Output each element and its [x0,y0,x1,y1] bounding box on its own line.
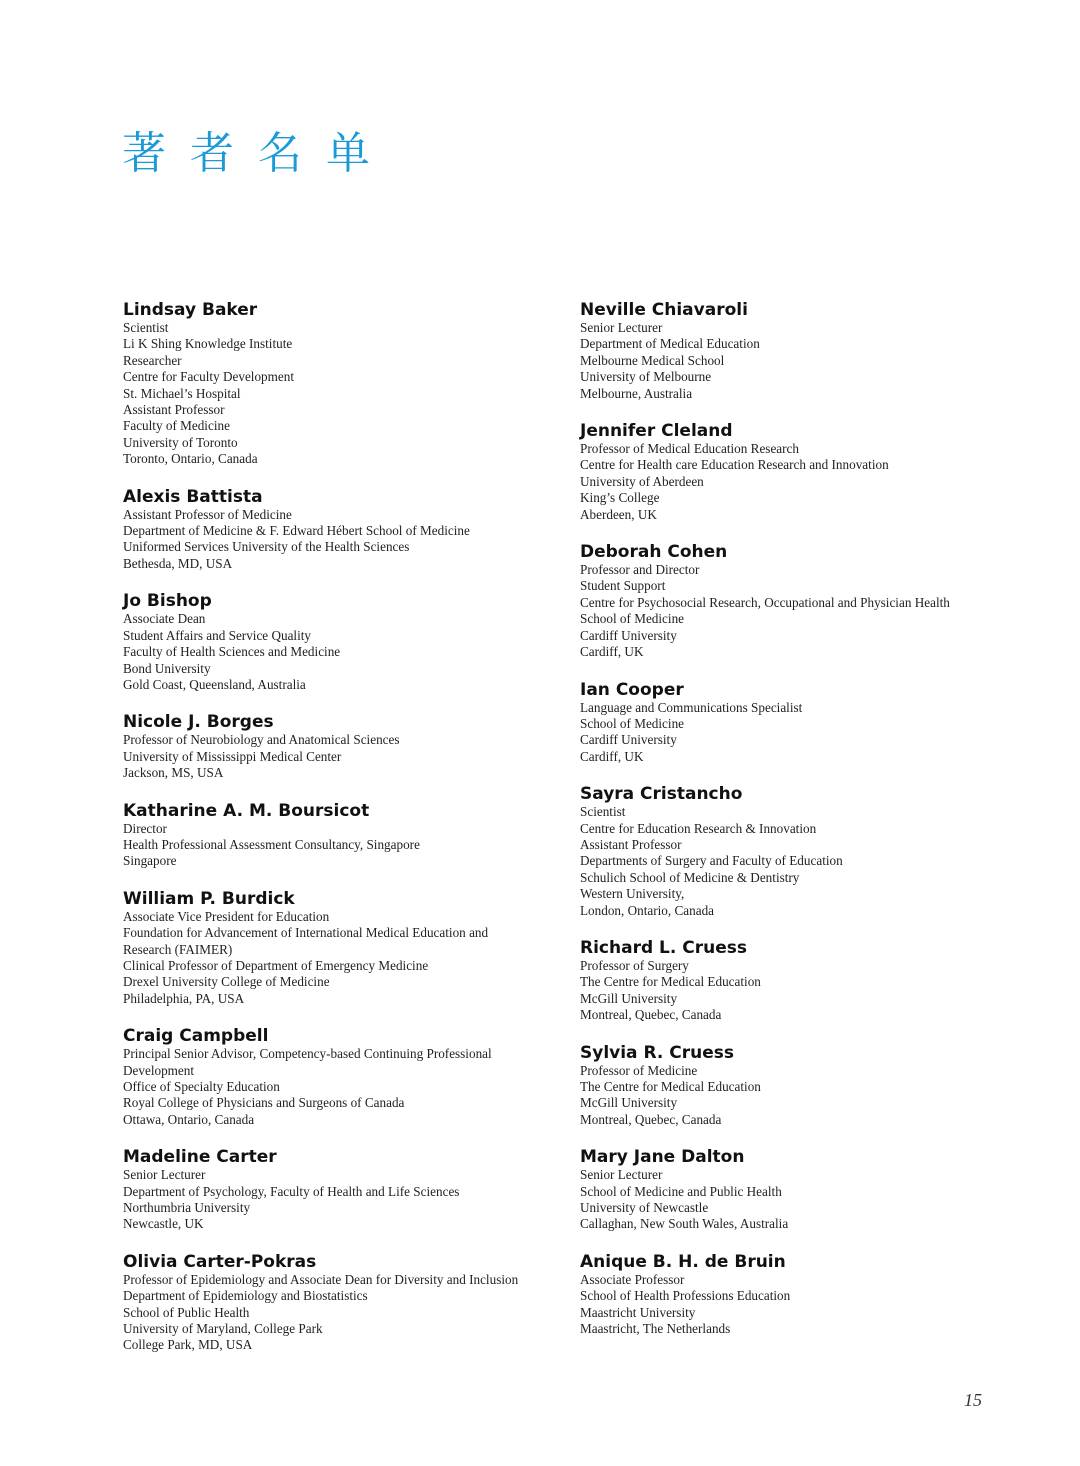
affiliation-line: Foundation for Advancement of International Medical Education and [123,925,489,941]
affiliation-line: Assistant Professor [123,402,225,418]
author-name: Sylvia R. Cruess [580,1042,734,1063]
author-entry [123,1147,553,1233]
affiliation-line: Language and Communications Specialist [580,699,803,715]
affiliation-line: Maastricht, The Netherlands [580,1321,731,1337]
affiliation-line: Scientist [580,804,626,820]
affiliation-line: Bethesda, MD, USA [123,555,233,571]
affiliation-line: Associate Dean [123,611,206,627]
affiliation-line: Royal College of Physicians and Surgeons of Canada [123,1095,405,1111]
affiliation-line: Departments of Surgery and Faculty of Education [580,853,843,869]
affiliation-line: University of Toronto [123,434,238,450]
author-name: Mary Jane Dalton [580,1147,745,1168]
affiliation-line: Toronto, Ontario, Canada [123,451,258,467]
author-column-right [580,300,1010,1356]
affiliation-line: Clinical Professor of Department of Emergency Medicine [123,957,429,973]
affiliation-line: Gold Coast, Queensland, Australia [123,676,306,692]
author-entry [123,300,553,468]
affiliation-line: Melbourne Medical School [580,352,725,368]
affiliation-line: Northumbria University [123,1200,251,1216]
affiliation-line: Cardiff, UK [580,644,644,660]
affiliation-list [123,909,553,1007]
affiliation-list [123,611,553,693]
affiliation-list [123,1272,553,1354]
author-name: Jennifer Cleland [580,421,733,442]
affiliation-line: Scientist [123,320,169,335]
affiliation-line: Montreal, Quebec, Canada [580,1111,722,1127]
affiliation-line: The Centre for Medical Education [580,1079,761,1094]
affiliation-line: Student Support [580,578,666,594]
author-name: Nicole J. Borges [123,712,274,733]
author-name: Madeline Carter [123,1147,277,1168]
affiliation-line: Professor of Epidemiology and Associate Dean for Diversity and Inclusion [123,1271,519,1287]
affiliation-list [580,700,1010,766]
affiliation-line: Melbourne, Australia [580,385,693,401]
affiliation-line: Callaghan, New South Wales, Australia [580,1216,789,1232]
affiliation-line: Assistant Professor of Medicine [123,506,292,522]
affiliation-line: Faculty of Health Sciences and Medicine [123,644,341,660]
page-number: 15 [964,1390,982,1410]
affiliation-line: Department of Psychology, Faculty of Health and Life Sciences [123,1183,460,1199]
affiliation-line: Centre for Health care Education Research and Innovation [580,457,889,473]
affiliation-line: Aberdeen, UK [580,506,657,522]
affiliation-list [580,1167,1010,1233]
author-entry [580,542,1010,660]
affiliation-line: Senior Lecturer [123,1167,206,1183]
author-entry [123,591,553,693]
author-name: Katharine A. M. Boursicot [123,800,370,821]
affiliation-line: Associate Professor [580,1271,685,1287]
affiliation-line: School of Health Professions Education [580,1288,791,1304]
affiliation-line: Newcastle, UK [123,1216,204,1232]
author-entry [123,1026,553,1128]
author-name: Jo Bishop [123,591,212,612]
author-entry [580,680,1010,766]
author-entry [580,300,1010,402]
author-entry [580,1252,1010,1338]
affiliation-line: Development [123,1062,195,1078]
author-name: Alexis Battista [123,486,263,507]
affiliation-line: St. Michael’s Hospital [123,385,241,401]
affiliation-line: Cardiff University [580,732,677,748]
affiliation-line: Ottawa, Ontario, Canada [123,1111,255,1127]
affiliation-line: Health Professional Assessment Consultancy, Singapore [123,836,420,852]
affiliation-line: Centre for Psychosocial Research, Occupational and Physician Health [580,594,950,610]
affiliation-line: Office of Specialty Education [123,1079,280,1094]
affiliation-line: McGill University [580,990,678,1006]
affiliation-line: Schulich School of Medicine & Dentistry [580,869,800,885]
affiliation-list [123,1167,553,1233]
affiliation-list [123,732,553,781]
affiliation-line: University of Mississippi Medical Center [123,748,342,764]
affiliation-line: Professor of Neurobiology and Anatomical Sciences [123,732,400,748]
affiliation-line: Drexel University College of Medicine [123,974,330,990]
affiliation-line: Faculty of Medicine [123,418,230,434]
author-entry [123,1252,553,1354]
affiliation-list [580,958,1010,1024]
affiliation-list [580,320,1010,402]
affiliation-line: Associate Vice President for Education [123,908,330,924]
affiliation-line: Assistant Professor [580,836,682,852]
affiliation-line: Professor and Director [580,562,700,578]
affiliation-list [123,507,553,573]
affiliation-list [123,821,553,870]
affiliation-line: Researcher [123,352,182,368]
author-entry [580,938,1010,1024]
affiliation-line: Principal Senior Advisor, Competency-based Continuing Professional [123,1046,492,1062]
affiliation-line: University of Newcastle [580,1200,709,1216]
affiliation-line: Professor of Medical Education Research [580,441,799,457]
author-name: Neville Chiavaroli [580,300,748,320]
affiliation-list [580,441,1010,523]
author-name: Lindsay Baker [123,300,258,320]
affiliation-line: Senior Lecturer [580,1167,663,1183]
affiliation-line: Maastricht University [580,1304,696,1320]
affiliation-line: The Centre for Medical Education [580,974,761,990]
affiliation-line: Cardiff University [580,627,677,643]
affiliation-line: School of Medicine [580,611,685,627]
author-name: Craig Campbell [123,1026,269,1047]
affiliation-line: School of Public Health [123,1304,250,1320]
affiliation-line: Li K Shing Knowledge Institute [123,336,293,352]
author-name: Olivia Carter-Pokras [123,1251,317,1272]
affiliation-line: Philadelphia, PA, USA [123,990,245,1006]
affiliation-line: University of Melbourne [580,369,712,385]
affiliation-line: Singapore [123,853,177,869]
author-entry [580,1043,1010,1129]
affiliation-line: King’s College [580,490,660,506]
author-entry [580,421,1010,523]
author-name: Ian Cooper [580,679,684,700]
affiliation-list [580,1063,1010,1129]
affiliation-line: University of Maryland, College Park [123,1321,323,1337]
page-title: 著者名单 [122,128,394,179]
affiliation-line: Montreal, Quebec, Canada [580,1007,722,1023]
affiliation-line: School of Medicine [580,715,685,731]
affiliation-line: College Park, MD, USA [123,1337,253,1353]
affiliation-line: Research (FAIMER) [123,941,233,957]
affiliation-line: University of Aberdeen [580,473,704,489]
author-entry [123,712,553,781]
affiliation-line: Professor of Medicine [580,1062,698,1078]
author-entry [580,1147,1010,1233]
affiliation-line: Director [123,820,167,836]
affiliation-line: Department of Epidemiology and Biostatistics [123,1288,368,1304]
author-entry [123,889,553,1007]
affiliation-line: Centre for Faculty Development [123,369,295,385]
author-name: Sayra Cristancho [580,784,743,805]
affiliation-list [580,562,1010,660]
affiliation-line: Western University, [580,886,685,902]
affiliation-line: Cardiff, UK [580,748,644,764]
affiliation-line: Jackson, MS, USA [123,765,224,781]
author-name: Deborah Cohen [580,542,728,563]
affiliation-list [580,804,1010,919]
affiliation-line: Centre for Education Research & Innovation [580,820,817,836]
author-entry [580,784,1010,919]
affiliation-line: London, Ontario, Canada [580,902,715,918]
affiliation-line: Professor of Surgery [580,957,689,973]
author-name: Richard L. Cruess [580,937,747,958]
affiliation-line: Uniformed Services University of the Health Sciences [123,539,410,555]
author-column-left [123,300,553,1373]
affiliation-line: McGill University [580,1095,678,1111]
author-name: William P. Burdick [123,888,295,909]
author-entry [123,487,553,573]
author-name: Anique B. H. de Bruin [580,1251,786,1272]
affiliation-line: Department of Medical Education [580,336,760,352]
affiliation-list [123,1046,553,1128]
affiliation-line: Bond University [123,660,211,676]
affiliation-line: School of Medicine and Public Health [580,1183,782,1199]
affiliation-list [123,320,553,468]
affiliation-line: Senior Lecturer [580,320,663,335]
affiliation-list [580,1272,1010,1338]
author-entry [123,801,553,870]
affiliation-line: Department of Medicine & F. Edward Hébert School of Medicine [123,523,470,539]
affiliation-line: Student Affairs and Service Quality [123,627,312,643]
